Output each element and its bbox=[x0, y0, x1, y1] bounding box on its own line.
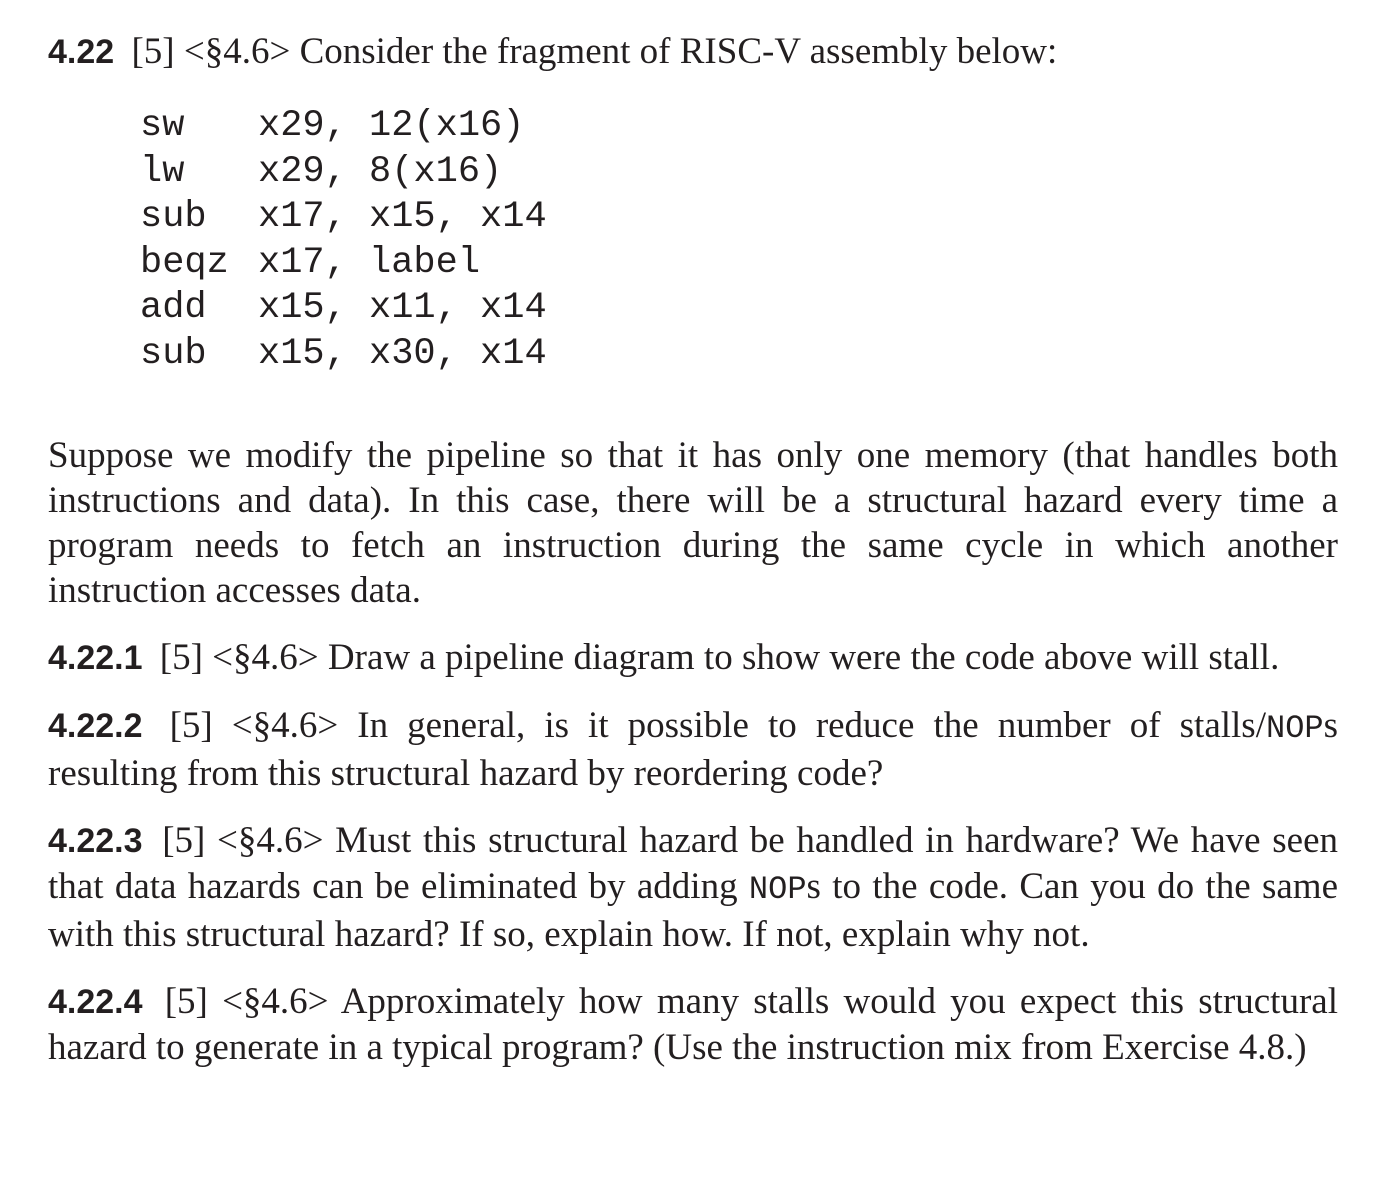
exercise-header-text: [5] <§4.6> Consider the fragment of RISC-V assembly below: bbox=[122, 31, 1058, 72]
nop-code: NOP bbox=[1265, 710, 1324, 747]
subquestion-number: 4.22.1 bbox=[48, 639, 143, 677]
code-operands: x29, 8(x16) bbox=[258, 150, 503, 193]
code-operands: x17, x15, x14 bbox=[258, 196, 547, 238]
code-operands: x15, x11, x14 bbox=[258, 287, 547, 329]
code-line bbox=[140, 286, 1338, 332]
intro-paragraph: Suppose we modify the pipeline so that it has only one memory (that handles both instructions and data). In this case, there will be a structural hazard every time a program needs to fetch an instruction during the same cycle in which another instruction accesses data. bbox=[48, 435, 1338, 611]
code-line bbox=[140, 241, 1338, 287]
code-opcode: lw bbox=[140, 150, 185, 193]
code-opcode: beqz bbox=[140, 241, 229, 284]
subquestion-4-22-4 bbox=[48, 979, 1338, 1070]
exercise-number: 4.22 bbox=[48, 33, 115, 71]
subquestion-4-22-1 bbox=[48, 635, 1338, 681]
code-line bbox=[140, 104, 1338, 150]
code-opcode: sub bbox=[140, 332, 207, 375]
code-opcode: add bbox=[140, 287, 207, 329]
assembly-code-block bbox=[140, 104, 1338, 377]
code-operands: x17, label bbox=[258, 241, 481, 284]
code-line bbox=[140, 150, 1338, 196]
code-opcode: sw bbox=[140, 105, 185, 147]
subquestion-text: [5] <§4.6> Approximately how many stalls would you expect this structural hazard to generate in a typical program? (Use the instruction mix from Exercise 4.8.) bbox=[48, 981, 1338, 1068]
subquestion-text-continued: s resulting from this structural hazard by reordering code? bbox=[48, 705, 1338, 794]
nop-code: NOP bbox=[748, 871, 807, 908]
subquestion-text: [5] <§4.6> Draw a pipeline diagram to show were the code above will stall. bbox=[150, 637, 1280, 678]
subquestion-text: [5] <§4.6> In general, is it possible to reduce the number of stalls/ bbox=[150, 705, 1266, 746]
exercise-header bbox=[48, 22, 1338, 82]
subquestion-number: 4.22.4 bbox=[48, 983, 143, 1021]
code-line bbox=[140, 195, 1338, 241]
code-operands: x15, x30, x14 bbox=[258, 332, 547, 375]
subquestion-number: 4.22.3 bbox=[48, 822, 143, 860]
subquestion-4-22-2 bbox=[48, 703, 1338, 796]
subquestion-number: 4.22.2 bbox=[48, 707, 143, 745]
code-operands: x29, 12(x16) bbox=[258, 105, 525, 147]
subquestion-text: [5] <§4.6> Must this structural hazard be handled in hardware? We have seen that data hazards can be eliminated by adding bbox=[48, 820, 1338, 907]
code-opcode: sub bbox=[140, 196, 207, 238]
subquestion-text-continued: s to the code. Can you do the same with this structural hazard? If so, explain how. If not, explain why not. bbox=[48, 866, 1338, 955]
code-line bbox=[140, 332, 1338, 378]
exercise-page bbox=[48, 22, 1338, 1070]
subquestion-4-22-3 bbox=[48, 818, 1338, 957]
